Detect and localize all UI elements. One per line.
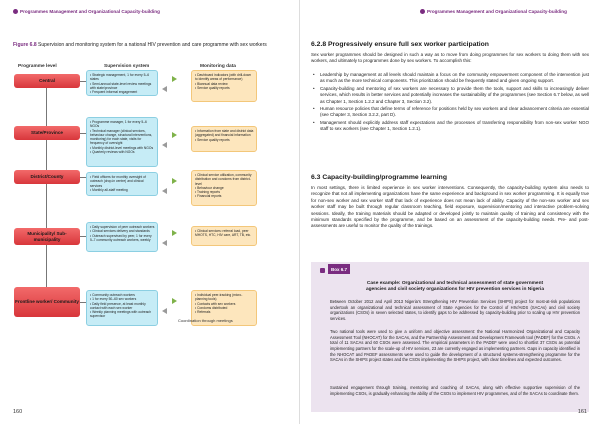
list-item: • Leadership by management at all levels should maintain a focus on the community empowerment component of the intervention just as much as the more technical components. This prioritization should be frequently stated and given ongoing support. bbox=[311, 72, 589, 85]
box-paragraph: Between October 2012 and April 2013 Nigeria’s Strengthening HIV Prevention Services (SHIPS) project for most-at-risk populations undertook an organizational and technical assessment of State Agencies for the Control of HIV/AIDS (SACAs) and civil society organizations (CSOs) in seven selected states, to identify gaps to be addressed by capacity-building prior to scaling up HIV prevention services. bbox=[330, 299, 580, 321]
box-paragraph: Two national tools were used to give a uniform and objective assessment: the National Harmonized Organizational and Capacity Assessment Tool (NHOCAT) for the SACAs, and the Partnership Assessment and Development Framework tool (PADEF) for the CSOs. A total of 11 SACAs and 60 CSOs were assessed. The empirical parameters in the PADEF were used to shortlist 37 CSOs as potential implementing partners for the scale-up of HIV services, 23 are currently engaged as implementing partners. Gaps in capacity identified in the NHOCAT and PADEF assessments were used to guide the development of a structured systems-strengthening programme for the SACAs in the SHIPS project states and the CSOs implementing the SHIPS project, with clear timelines and expected outcomes. bbox=[330, 329, 580, 363]
connector-line bbox=[46, 139, 47, 171]
supervision-box-district: • Field officers for monthly oversight of outreach (drop-in centre) and clinical services • Monthly all-staff meeting bbox=[86, 172, 158, 196]
connector-line bbox=[46, 183, 47, 229]
monitoring-box-municipality: • Clinical services: referral load, peer MHOTS, HTC, HIV care, ART, TB, etc. bbox=[191, 226, 257, 246]
connector-line bbox=[46, 87, 47, 127]
supervision-box-frontline: • Community outreach workers • 1 for every 50–60 sex workers • Daily field presence, at least monthly contact with each sex worker • Weekly planning meetings with outreach supervisor bbox=[86, 290, 158, 326]
running-header-right: Programmes Management and Organizational Capacity-building bbox=[420, 9, 567, 14]
header-bullet-icon bbox=[420, 9, 425, 14]
arrow-left-icon bbox=[162, 86, 167, 92]
running-header-left: Programmes Management and Organizational Capacity-building bbox=[13, 9, 160, 14]
right-page bbox=[300, 0, 600, 424]
list-item: • Capacity-building and mentoring of sex workers are necessary to provide them the tools, support and skills to increasingly deliver services, which results in better services and potentially increases the sustainability of the programmes (see Section 6.7 below, as well as Chapter 1, Section 1.2.2 and Chapter 3, Section 3.2). bbox=[311, 86, 589, 105]
coordination-label: Coordination through meetings bbox=[178, 318, 233, 323]
monitoring-box-central: • Dashboard indicators (with drill-down to identify areas of performance) • Biannual data review • Service quality reports bbox=[191, 70, 257, 102]
arrow-left-icon bbox=[162, 308, 167, 314]
supervision-box-municipality: • Daily supervision of peer outreach workers • Clinical services delivery and standards • Outreach supervised by peer, 1 for every 5–7 community outreach workers, weekly bbox=[86, 222, 158, 252]
section-63-body: In most settings, there is limited experience in sex worker interventions. Consequently, the capacity-building system also needs to recognize that not all implementing organizations have the same experience and background in sex worker programming. It is equally true for non-sex worker and sex worker staff that lack of experience does not mean lack of ability. Capacity of the non-sex worker and sex worker staff may be built through regular classroom teaching, field exposure, supervision/mentoring and interactive problem-solving sessions. Ideally, the training materials should be adapted or developed jointly to maintain quality of training and consistency with the minimum standards specified by the programme, and be based on an assessment of the capacity-building needs. Pre- and post-assessments are useful to monitor the quality of the trainings. bbox=[311, 185, 589, 229]
header-bullet-icon bbox=[13, 9, 18, 14]
arrow-left-icon bbox=[162, 142, 167, 148]
arrow-right-icon bbox=[172, 298, 177, 304]
level-central: Central bbox=[14, 74, 80, 88]
arrow-right-icon bbox=[172, 178, 177, 184]
page-number-right: 161 bbox=[577, 409, 587, 415]
arrow-left-icon bbox=[162, 188, 167, 194]
monitoring-box-district: • Clinical service utilization, community distribution and condoms from district-level • Behaviour change • Training reports • Financial reports bbox=[191, 170, 257, 206]
list-item: • Management should explicitly address staff expectations and the processes of transferring responsibility from non-sex worker NGO staff to sex workers (see Chapter 1, Section 1.2.1). bbox=[311, 120, 589, 133]
list-item: • Human resource policies that define terms of reference for positions held by sex workers and clear advancement criteria are essential (see Chapter 3, Section 3.2.2, part D). bbox=[311, 106, 589, 119]
level-frontline: Frontline worker/ Community bbox=[14, 287, 80, 317]
box-paragraph: Sustained engagement through training, mentoring and coaching of SACAs, along with effective supportive supervision of the implementing CSOs, is gradually enhancing the ability of the CSOs to implement HIV programmes, and of the SACAs to coordinate them. bbox=[330, 385, 580, 396]
figure-caption-text: Supervision and monitoring system for a national HIV prevention and care programme with sex workers bbox=[38, 42, 267, 48]
arrow-right-icon bbox=[172, 230, 177, 236]
level-state: State/Province bbox=[14, 126, 80, 140]
box-accent-icon bbox=[320, 268, 325, 273]
level-district: District/County bbox=[14, 170, 80, 184]
column-header-monitoring: Monitoring data bbox=[200, 64, 236, 69]
supervision-box-central: • Strategic management, 1 for every 5–6 states • Semi-annual state-level review meetings with state/province • Frequent informal engagement bbox=[86, 70, 158, 96]
page-number-left: 160 bbox=[13, 409, 23, 415]
box-title: Case example: Organizational and technical assessment of state government agencies and civil society organizations for HIV prevention services in Nigeria bbox=[365, 281, 545, 293]
arrow-left-icon bbox=[162, 240, 167, 246]
section-628-intro: Sex worker programmes should be designed in such a way as to move from doing programmes for sex workers to doing them with sex workers, and ultimately to programmes done by sex workers. To accomplish this: bbox=[311, 52, 589, 64]
arrow-right-icon bbox=[172, 132, 177, 138]
column-header-level: Programme level bbox=[18, 64, 57, 69]
column-header-supervision: Supervision system bbox=[104, 64, 150, 69]
figure-caption bbox=[13, 42, 283, 48]
supervision-box-state: • Programme manager, 1 for every 5–6 NGOs • Technical manager (clinical services, behaviour change, structural interventions, monitoring) for each state, visits for frequency of oversight • Monthly district-level meetings with NGOs • Quarterly reviews with NGOs bbox=[86, 117, 158, 167]
box-tag: Box 6.7 bbox=[328, 264, 350, 274]
section-heading-628: 6.2.8 Progressively ensure full sex worker participation bbox=[311, 41, 489, 48]
arrow-right-icon bbox=[172, 76, 177, 82]
section-628-bullets bbox=[311, 72, 589, 133]
monitoring-box-frontline: • Individual peer-tracking (micro-planning tools) • Contacts with sex workers • Condoms distributed • Referrals bbox=[191, 290, 257, 326]
monitoring-box-state: • Information from state and district data (aggregated) and financial information • Service quality reports bbox=[191, 126, 257, 152]
connector-line bbox=[46, 244, 47, 288]
figure-label: Figure 6.8 bbox=[13, 42, 37, 48]
section-heading-63: 6.3 Capacity-building/programme learning bbox=[311, 174, 447, 181]
level-municipality: Municipality/ Sub-municipality bbox=[14, 228, 80, 245]
